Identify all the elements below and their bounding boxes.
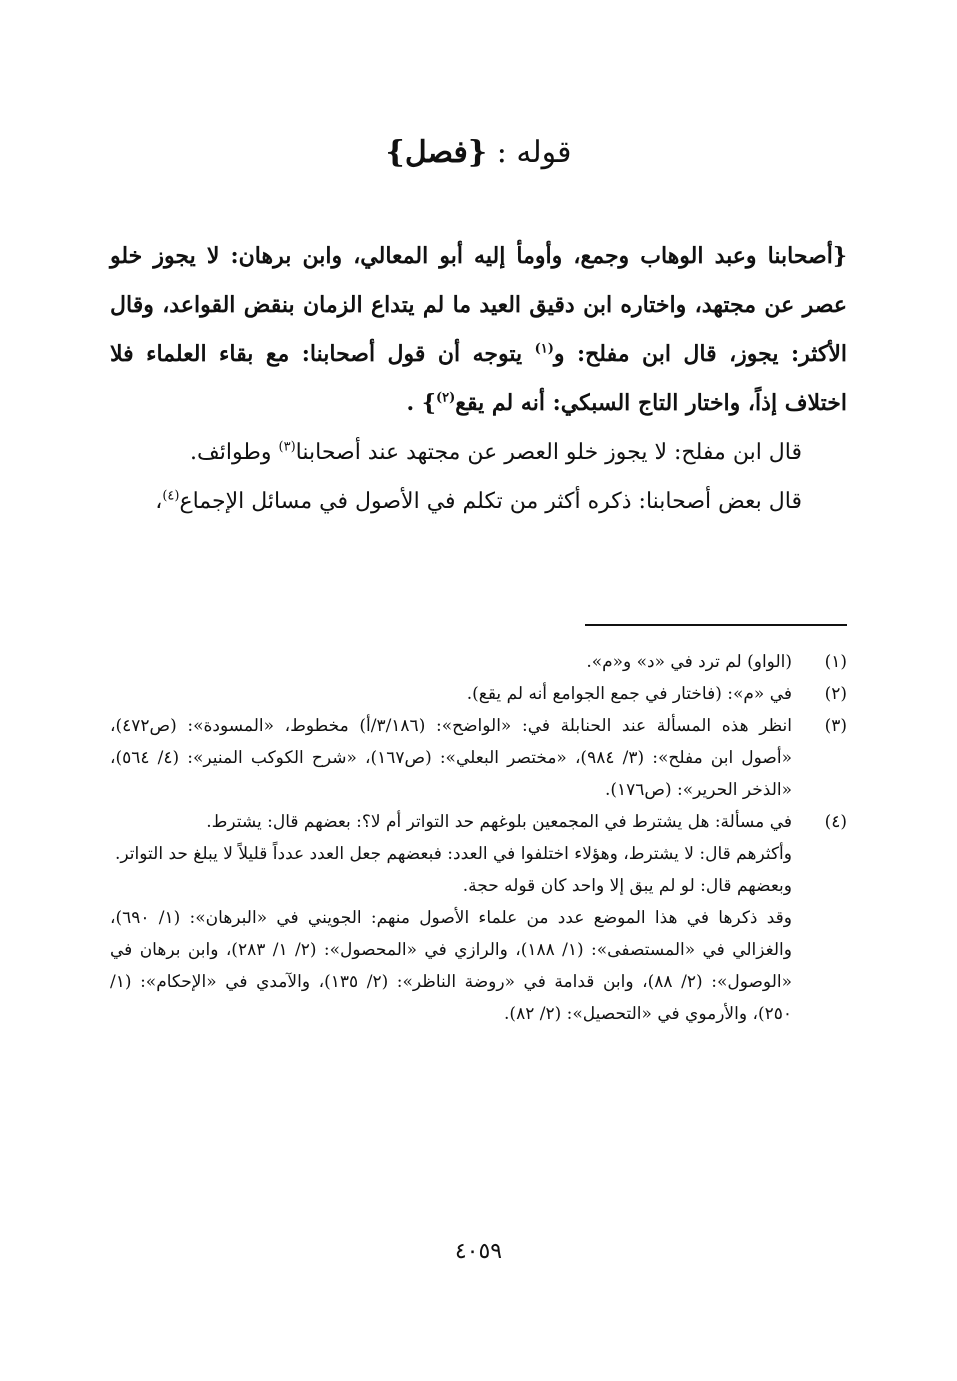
main-text (110, 232, 847, 526)
commentary-text-1-end: وطوائف. (190, 440, 279, 465)
commentary-paragraph-1 (110, 428, 847, 477)
footnote-text: وقد ذكرها في هذا الموضع عدد من علماء الأصول منهم: الجويني في «البرهان»: (١/ ٦٩٠)، والغزالي في «المستصفى»: (١/ ١٨٨)، والرازي في «المحصول»: (٢/ ١/ ٢٨٣)، وابن برهان في «الوصول»: (٢/ ٨٨)، وابن قدامة في «روضة الناظر»: (٢/ ١٣٥)، والآمدي في «الإحكام»: (١/ ٢٥٠)، والأرموي في «التحصيل»: (٢/ ٨٢). (110, 908, 793, 1024)
quoted-text-2: يتوجه أن قول أصحابنا: مع بقاء العلماء فلا اختلاف إذاً، واختار التاج السبكي: أنه لم يقع (110, 341, 847, 416)
footnote-text: وبعضهم قال: لو لم يبق إلا واحد كان قوله حجة. (462, 876, 792, 896)
footnote-number: (٣) (824, 716, 847, 736)
footnote-ref-1: (١) (534, 341, 554, 357)
footnote-ref-2: (٢) (436, 390, 456, 406)
footnote-number: (٢) (824, 684, 847, 704)
footnote-ref-3: (٣) (278, 439, 296, 455)
quoted-text-1: {أصحابنا وعبد الوهاب وجمع، وأومأ إليه أبو المعالي، وابن برهان: لا يجوز خلو عصر عن مجتهد، واختاره ابن دقيق العيد ما لم يتداع الزمان بنقض القواعد، وقال الأكثر: يجوز، قال ابن مفلح: و (110, 243, 847, 367)
footnote-text: (الواو) لم ترد في «د» و«م». (586, 652, 792, 672)
section-heading (0, 128, 957, 178)
heading-title: {فصل} (385, 135, 488, 170)
footnote-text: انظر هذه المسألة عند الحنابلة في: «الواضح»: (٣/١٨٦/أ) مخطوط، «المسودة»: (ص٤٧٢)، «أصول ابن مفلح»: (٣/ ٩٨٤)، «مختصر البعلي»: (ص١٦٧)، «شرح الكوكب المنير»: (٤/ ٥٦٤)، «الذخر الحرير»: (ص١٧٦). (110, 716, 792, 800)
footnote-number: (٤) (824, 812, 847, 832)
footnote-text: في «م»: (فاختار في جمع الجوامع أنه لم يقع). (466, 684, 792, 704)
commentary-text-2: قال بعض أصحابنا: ذكره أكثر من تكلم في الأصول في مسائل الإجماع (179, 489, 802, 514)
heading-prefix: قوله : (496, 135, 572, 170)
quoted-text-3: } . (406, 390, 436, 416)
footnote-text: وأكثرهم قال: لا يشترط، وهؤلاء اختلفوا في العدد: فبعضهم جعل العدد عدداً قليلاً لا يبلغ حد التواتر. (115, 844, 792, 864)
footnote-ref-4: (٤) (162, 488, 180, 504)
footnote-text: في مسألة: هل يشترط في المجمعين بلوغهم حد التواتر أم لا؟: بعضهم قال: يشترط. (206, 812, 792, 832)
footnote-4 (110, 806, 847, 1030)
page-number: ٤٠٥٩ (454, 1239, 503, 1264)
commentary-text-1: قال ابن مفلح: لا يجوز خلو العصر عن مجتهد عند أصحابنا (295, 440, 802, 465)
footnote-divider (585, 624, 847, 626)
commentary-paragraph-2 (110, 477, 847, 526)
footnote-number: (١) (824, 652, 847, 672)
footnote-1 (110, 646, 847, 678)
footnote-2 (110, 678, 847, 710)
footnotes (110, 646, 847, 1030)
footnote-3 (110, 710, 847, 806)
commentary-text-2-end: ، (155, 489, 163, 514)
quoted-paragraph (110, 232, 847, 428)
